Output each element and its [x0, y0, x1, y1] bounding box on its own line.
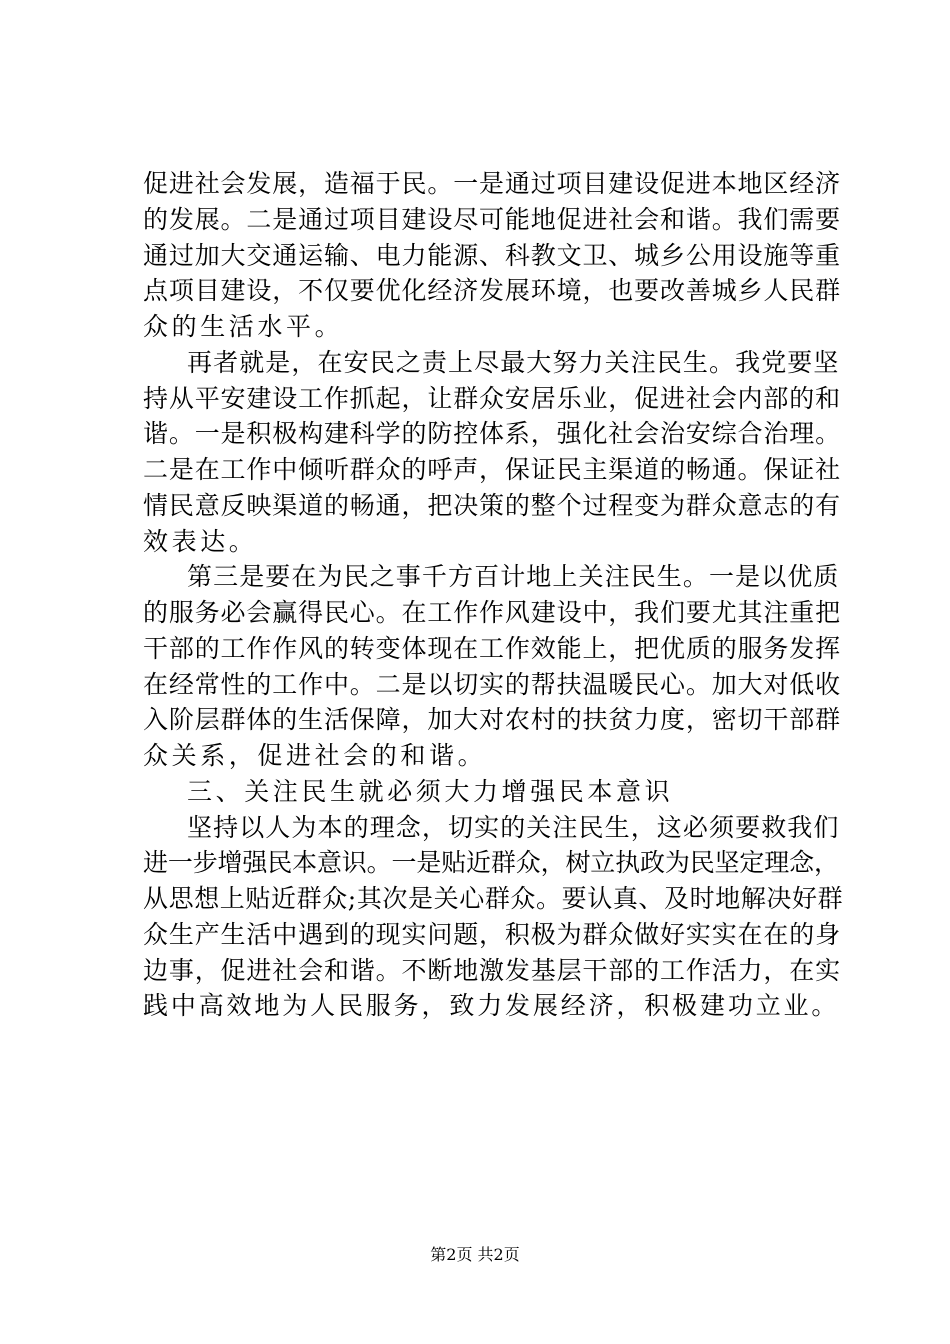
text-line: 在经常性的工作中。二是以切实的帮扶温暖民心。加大对低收 [143, 669, 841, 699]
text-line: 点项目建设，不仅要优化经济发展环境，也要改善城乡人民群 [143, 276, 841, 306]
text-line: 的发展。二是通过项目建设尽可能地促进社会和谐。我们需要 [143, 204, 841, 234]
text-line: 通过加大交通运输、电力能源、科教文卫、城乡公用设施等重 [143, 240, 841, 270]
text-line: 进一步增强民本意识。一是贴近群众，树立执政为民坚定理念， [143, 848, 839, 878]
text-line: 入阶层群体的生活保障，加大对农村的扶贫力度，密切干部群 [143, 705, 841, 735]
text-line: 谐。一是积极构建科学的防控体系，强化社会治安综合治理。 [143, 419, 841, 449]
text-line: 的服务必会赢得民心。在工作作风建设中，我们要尤其注重把 [143, 598, 841, 627]
text-line: 三、关注民生就必须大力增强民本意识 [187, 776, 674, 806]
text-line: 第三是要在为民之事千方百计地上关注民生。一是以优质 [187, 562, 840, 592]
text-line: 众生产生活中遇到的现实问题，积极为群众做好实实在在的身 [143, 919, 841, 949]
text-line: 促进社会发展，造福于民。一是通过项目建设促进本地区经济 [143, 169, 841, 198]
text-line: 边事，促进社会和谐。不断地激发基层干部的工作活力，在实 [143, 955, 841, 985]
text-line: 情民意反映渠道的畅通，把决策的整个过程变为群众意志的有 [143, 490, 841, 520]
document-body [143, 166, 843, 1024]
text-line: 坚持以人为本的理念，切实的关注民生，这必须要救我们 [187, 812, 840, 842]
text-line: 再者就是，在安民之责上尽最大努力关注民生。我党要坚 [187, 347, 840, 377]
text-line: 践中高效地为人民服务，致力发展经济，积极建功立业。 [143, 991, 840, 1021]
page-footer: 第2页 共2页 [430, 1245, 520, 1264]
text-line: 从思想上贴近群众;其次是关心群众。要认真、及时地解决好群 [143, 884, 844, 913]
text-line: 众关系，促进社会的和谐。 [143, 741, 487, 770]
text-line: 干部的工作作风的转变体现在工作效能上，把优质的服务发挥 [143, 633, 841, 663]
text-line: 众的生活水平。 [143, 312, 344, 341]
text-line: 二是在工作中倾听群众的呼声，保证民主渠道的畅通。保证社 [143, 455, 841, 484]
text-line: 持从平安建设工作抓起，让群众安居乐业，促进社会内部的和 [143, 383, 841, 413]
text-line: 效表达。 [143, 526, 258, 556]
